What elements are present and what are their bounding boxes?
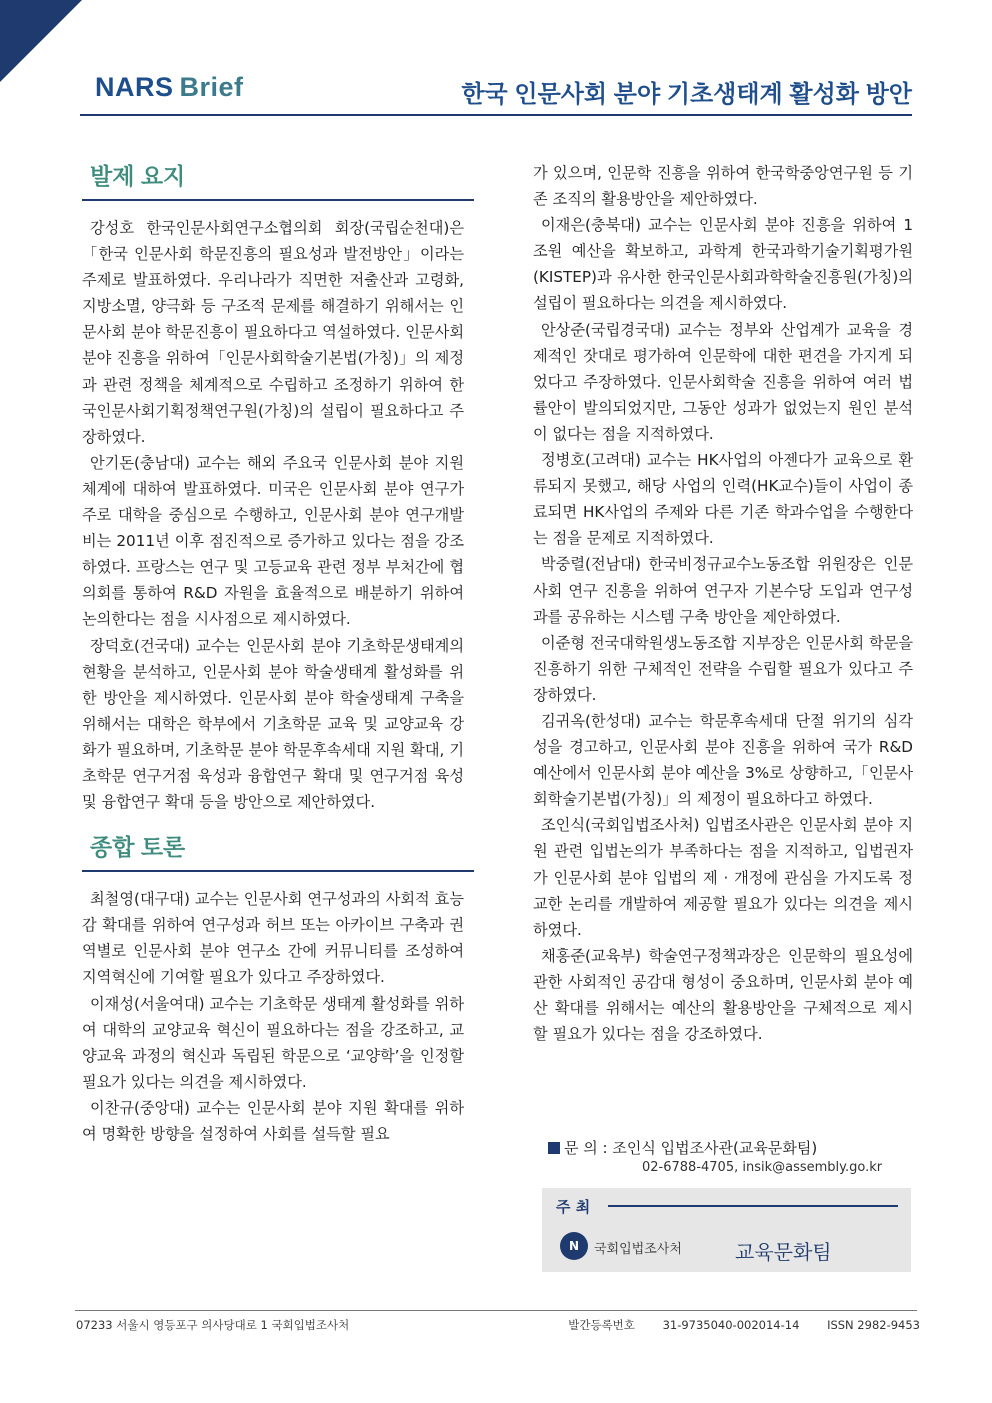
summary-paragraph: 강성호 한국인문사회연구소협의회 회장(국립순천대)은「한국 인문사회 학문진흥의 필요성과 발전방안」이라는 주제로 발표하였다. 우리나라가 직면한 저출산과 고령화, 지방소멸, 양극화 등 구조적 문제를 해결하기 위해서는 인문사회 분야 학문진흥이 필요하다고 역설하였다. 인문사회 분야 진흥을 위하여「인문사회학술기본법(가칭)」의 제정과 관련 정책을 체계적으로 수립하고 조정하기 위하여 한국인문사회기획정책연구원(가칭)의 설립이 필요하다고 주장하였다. (82, 219, 464, 446)
host-divider (608, 1205, 898, 1207)
contact-phone-email: 02-6788-4705, insik@assembly.go.kr (642, 1160, 883, 1175)
footer-divider (75, 1310, 917, 1311)
nars-emblem-icon: N (560, 1232, 588, 1260)
discussion-paragraph: 최철영(대구대) 교수는 인문사회 연구성과의 사회적 효능감 확대를 위하여 연구성과 허브 또는 아카이브 구축과 권역별로 인문사회 분야 연구소 간에 커뮤니티를 조성하여 지역혁신에 기여할 필요가 있다고 주장하였다. (82, 890, 464, 987)
discussion-paragraph: 김귀옥(한성대) 교수는 학문후속세대 단절 위기의 심각성을 경고하고, 인문사회 분야 진흥을 위하여 국가 R&D 예산에서 인문사회 분야 예산을 3%로 상향하고,「인문사회학술기본법(가칭)」의 제정이 필요하다고 하였다. (533, 711, 913, 809)
header-divider (80, 114, 912, 116)
footer-registration (568, 1317, 920, 1333)
contact-info (548, 1136, 913, 1160)
discussion-paragraph-continued: 가 있으며, 인문학 진흥을 위하여 한국학중앙연구원 등 기존 조직의 활용방안을 제안하였다. (533, 164, 913, 209)
page-title: 한국 인문사회 분야 기초생태계 활성화 방안 (461, 81, 912, 108)
discussion-paragraph: 채홍준(교육부) 학술연구정책과장은 인문학의 필요성에 관한 사회적인 공감대 형성이 중요하며, 인문사회 분야 예산 확대를 위해서는 예산의 활용방안을 구체적으로 제시할 필요가 있다는 점을 강조하였다. (533, 946, 913, 1044)
logo-nars: NARS (95, 72, 174, 102)
host-team: 교육문화팀 (735, 1240, 832, 1264)
registration-number: 31-9735040-002014-14 (662, 1318, 800, 1332)
footer-address: 07233 서울시 영등포구 의사당대로 1 국회입법조사처 (76, 1318, 350, 1332)
discussion-paragraph: 안상준(국립경국대) 교수는 정부와 산업계가 교육을 경제적인 잣대로 평가하여 인문학에 대한 편견을 가지게 되었다고 주장하였다. 인문사회학술 진흥을 위하여 여러 법률안이 발의되었지만, 그동안 성과가 없었는지 원인 분석이 없다는 점을 지적하였다. (533, 320, 913, 443)
host-label: 주 최 (556, 1198, 591, 1216)
section-divider (82, 870, 474, 872)
issn-number: ISSN 2982-9453 (827, 1318, 920, 1332)
discussion-paragraph: 이준형 전국대학원생노동조합 지부장은 인문사회 학문을 진흥하기 위한 구체적인 전략을 수립할 필요가 있다고 주장하였다. (533, 633, 913, 704)
discussion-paragraph: 이재성(서울여대) 교수는 기초학문 생태계 활성화를 위하여 대학의 교양교육 혁신이 필요하다는 점을 강조하고, 교양교육 과정의 혁신과 독립된 학문으로 ‘교양학’을 인정할 필요가 있다는 의견을 제시하였다. (82, 994, 464, 1091)
section-title-discussion: 종합 토론 (90, 834, 186, 861)
registration-label: 발간등록번호 (568, 1318, 635, 1332)
discussion-paragraph: 박중렬(전남대) 한국비정규교수노동조합 위원장은 인문사회 연구 진흥을 위하여 연구자 기본수당 도입과 연구성과를 공유하는 시스템 구축 방안을 제안하였다. (533, 555, 913, 626)
logo-brief: Brief (179, 72, 244, 102)
discussion-paragraph: 이찬규(중앙대) 교수는 인문사회 분야 지원 확대를 위하여 명확한 방향을 설정하여 사회를 설득할 필요 (82, 1098, 464, 1143)
discussion-paragraph: 이재은(충북대) 교수는 인문사회 분야 진흥을 위하여 1조원 예산을 확보하고, 과학계 한국과학기술기획평가원(KISTEP)과 유사한 한국인문사회과학학술진흥원(가칭)의 설립이 필요하다는 의견을 제시하였다. (533, 216, 913, 313)
nars-brief-logo (95, 72, 244, 103)
right-column (533, 160, 913, 1047)
host-box (542, 1188, 911, 1272)
discussion-paragraph: 조인식(국회입법조사처) 입법조사관은 인문사회 분야 지원 관련 입법논의가 부족하다는 점을 지적하고, 입법권자가 인문사회 분야 입법의 제 · 개정에 관심을 가지도록 정교한 논리를 개발하여 제공할 필요가 있다는 의견을 제시하였다. (533, 816, 913, 939)
square-bullet-icon (548, 1142, 560, 1154)
discussion-paragraph: 정병호(고려대) 교수는 HK사업의 아젠다가 교육으로 환류되지 못했고, 해당 사업의 인력(HK교수)들이 사업이 종료되면 HK사업의 주제와 다른 기존 학과수업을 수행한다는 점을 문제로 지적하였다. (533, 451, 913, 548)
host-organization: 국회입법조사처 (594, 1242, 682, 1257)
summary-paragraph: 안기돈(충남대) 교수는 해외 주요국 인문사회 분야 지원 체계에 대하여 발표하였다. 미국은 인문사회 분야 연구가 주로 대학을 중심으로 수행하고, 인문사회 분야 연구개발비는 2011년 이후 점진적으로 증가하고 있다는 점을 강조하였다. 프랑스는 연구 및 고등교육 관련 정부 부처간에 협의회를 통하여 R&D 자원을 효율적으로 배분하기 위하여 논의한다는 점을 시사점으로 제시하였다. (82, 453, 464, 629)
left-column (82, 160, 464, 1147)
corner-triangle-decoration (0, 0, 82, 82)
section-title-summary: 발제 요지 (90, 163, 186, 189)
contact-line: 문 의 : 조인식 입법조사관(교육문화팀) (564, 1139, 818, 1157)
summary-paragraph: 장덕호(건국대) 교수는 인문사회 분야 기초학문생태계의 현황을 분석하고, 인문사회 분야 학술생태계 활성화를 위한 방안을 제시하였다. 인문사회 분야 학술생태계 구축을 위해서는 대학은 학부에서 기초학문 교육 및 교양교육 강화가 필요하며, 기초학문 분야 학문후속세대 지원 확대, 기초학문 연구거점 육성과 융합연구 확대 및 연구거점 육성 및 융합연구 확대 등을 방안으로 제안하였다. (82, 636, 464, 812)
section-divider (82, 199, 474, 201)
